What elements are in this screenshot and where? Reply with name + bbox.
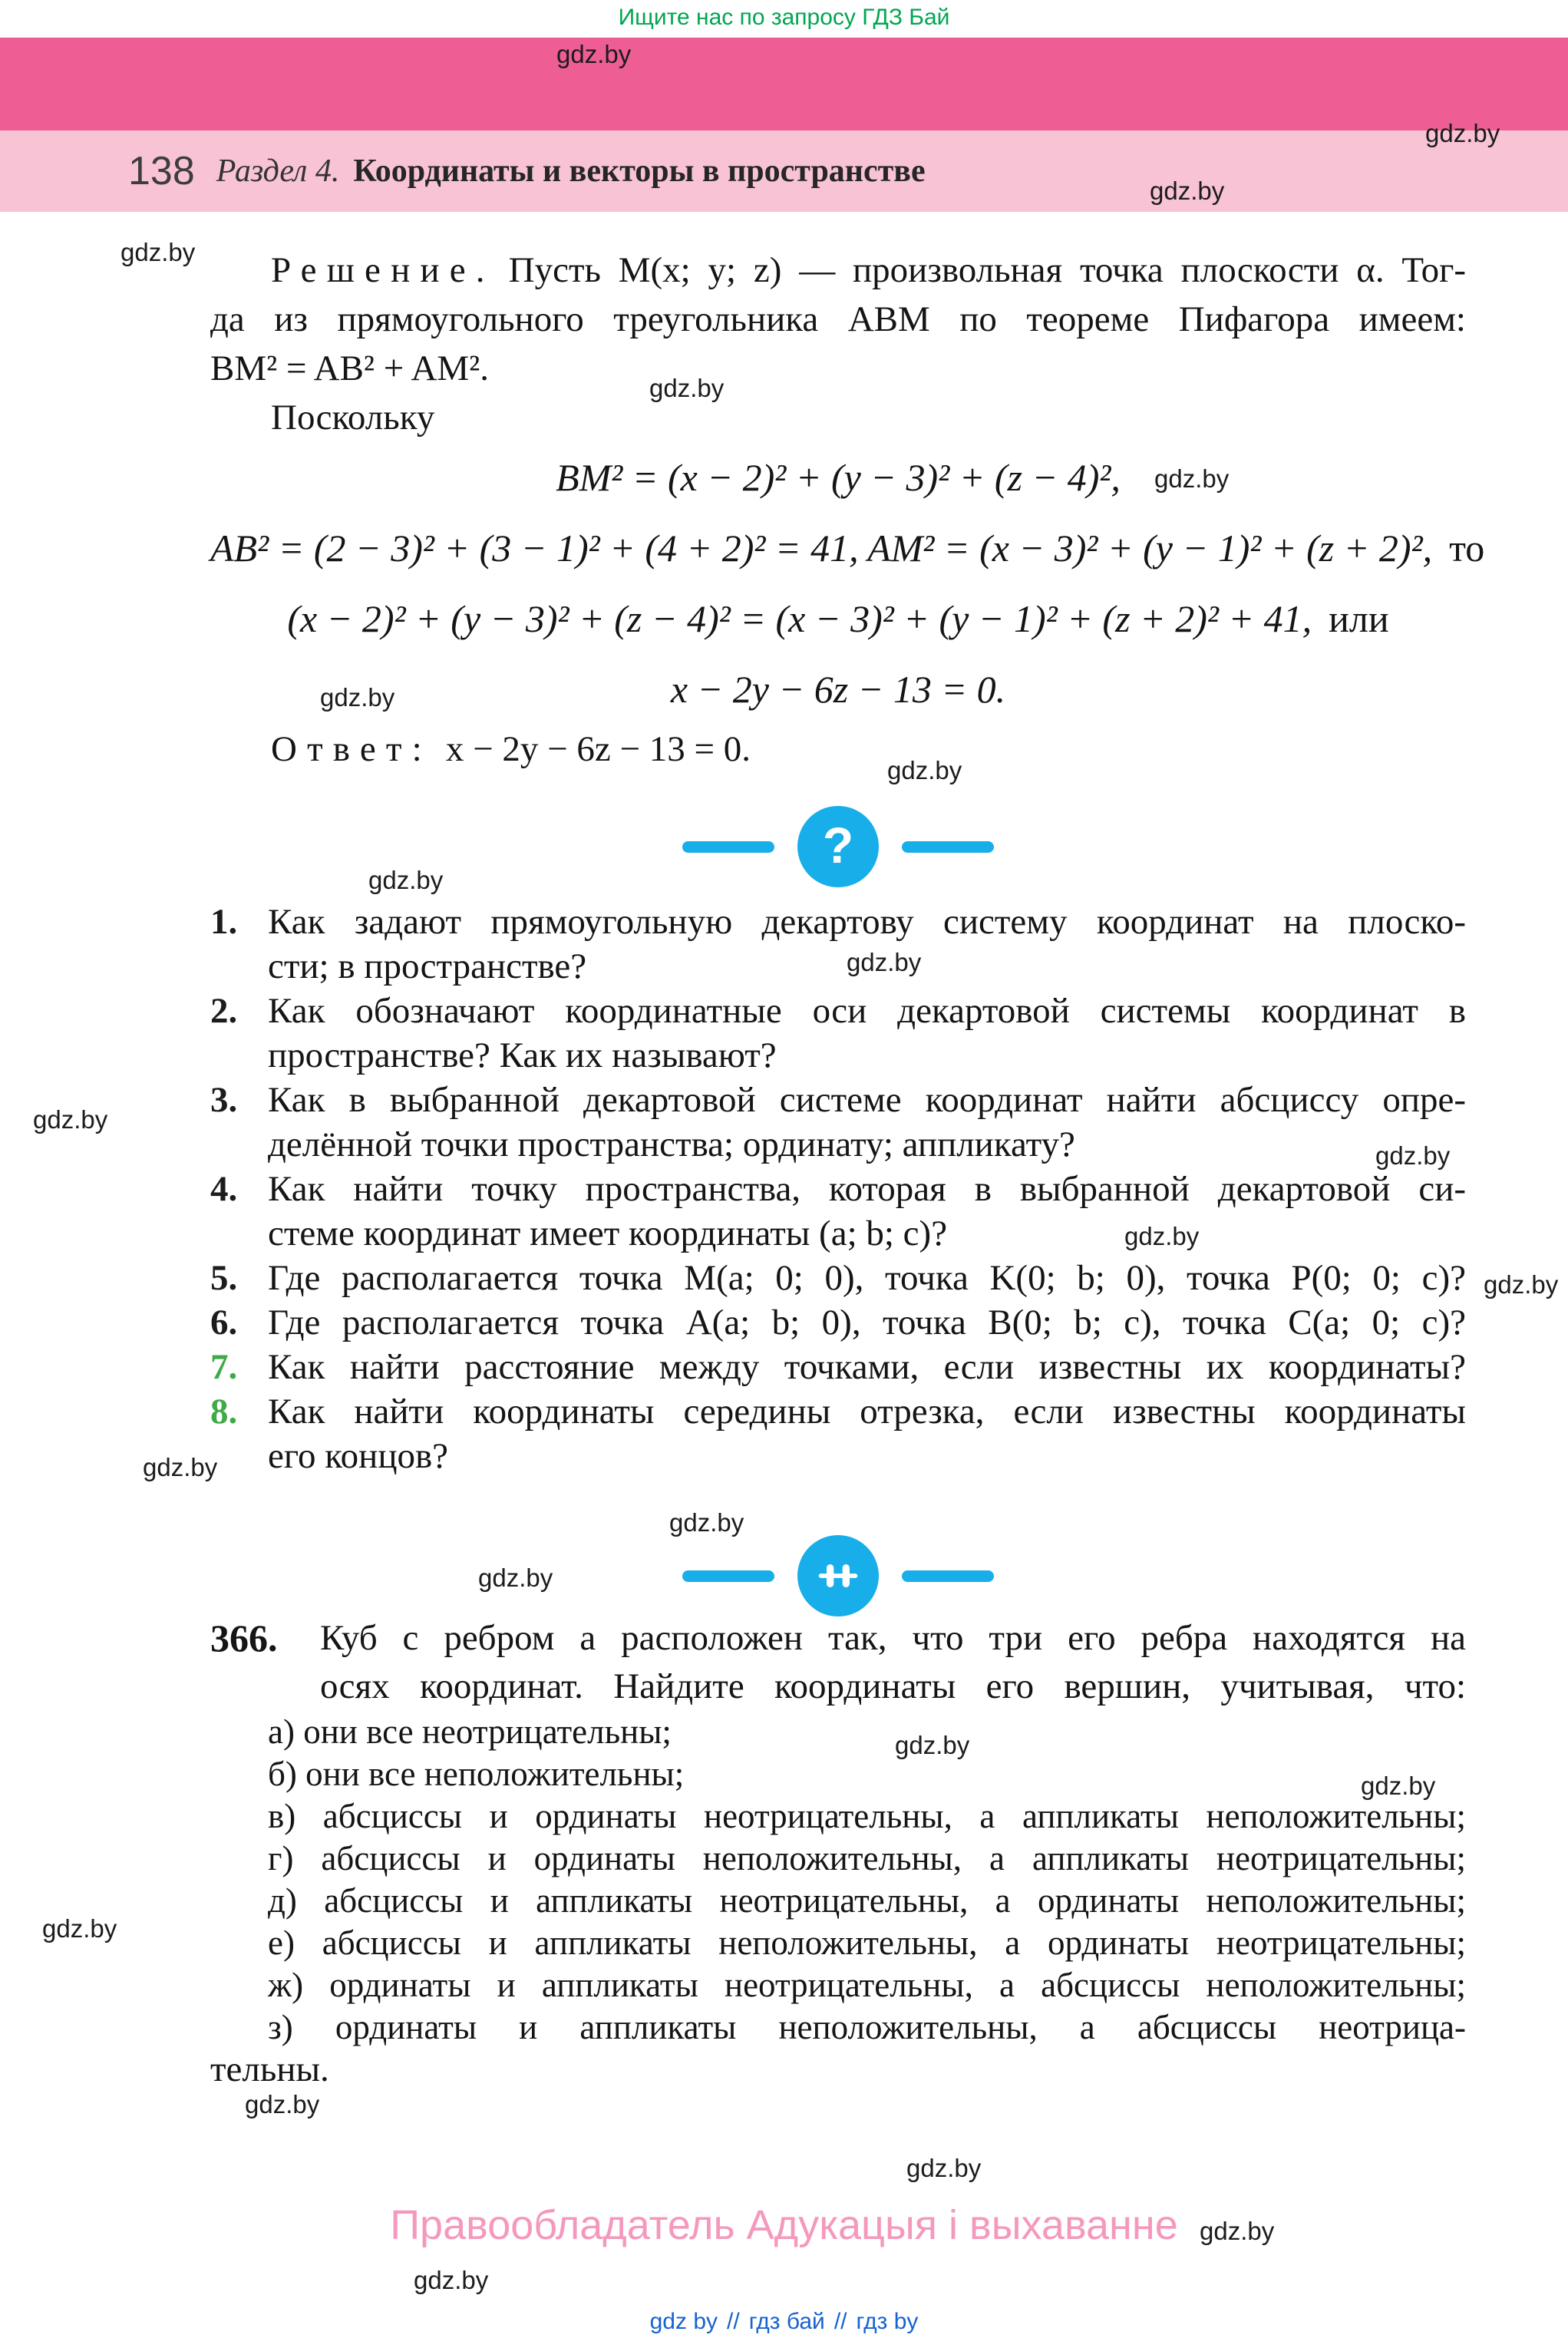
divider-line [682, 841, 774, 853]
equation-1: BM² = (x − 2)² + (y − 3)² + (z − 4)², [556, 456, 1121, 499]
section-label: Раздел 4. [216, 154, 340, 189]
gdzby-watermark: gdz.by [414, 2266, 489, 2294]
solution-label: Решение. [271, 250, 495, 290]
question-line: Как обозначают координатные оси декартовой системы координат в [268, 991, 1466, 1031]
question-line: пространстве? Как их называют? [268, 1035, 777, 1075]
equation-4: x − 2y − 6z − 13 = 0. [670, 668, 1006, 711]
gdzby-watermark: gdz.by [669, 1508, 744, 1537]
question-number: 6. [210, 1303, 238, 1342]
problem-subitem: д) абсциссы и аппликаты неотрицательны, а ординаты неположительны; [268, 1881, 1466, 1920]
gdzby-watermark: gdz.by [42, 1914, 117, 1943]
gdzby-watermark: gdz.by [1361, 1772, 1436, 1800]
problem-subitem: е) абсциссы и аппликаты неположительны, а ординаты неотрицательны; [268, 1924, 1466, 1962]
equation-2-tail: то [1449, 527, 1485, 570]
gdzby-watermark: gdz.by [1154, 464, 1230, 493]
question-item [210, 900, 1466, 989]
gdzby-watermark: gdz.by [1375, 1141, 1451, 1170]
question-line: его концов? [268, 1436, 449, 1476]
solution-line: да из прямоугольного треугольника ABM по теореме Пифагора имеем: [210, 299, 1466, 339]
question-item [210, 1167, 1466, 1256]
question-line: стеме координат имеет координаты (a; b; c)? [268, 1214, 948, 1253]
gdzby-watermark: gdz.by [120, 238, 196, 266]
problem-subitem: з) ординаты и аппликаты неположительны, а абсциссы неотрица- [268, 2008, 1466, 2046]
question-number: 1. [210, 902, 238, 942]
gdzby-watermark: gdz.by [320, 683, 395, 712]
footer-link[interactable]: гдз by [856, 2309, 919, 2334]
solution-line-text: Пусть M(x; y; z) — произвольная точка плоскости α. Тог- [508, 250, 1466, 290]
question-line: делённой точки пространства; ординату; аппликату? [268, 1124, 1075, 1164]
footer-link[interactable]: gdz by [649, 2309, 718, 2334]
gdzby-watermark: gdz.by [245, 2090, 320, 2118]
promo-banner-text: Ищите нас по запросу ГДЗ Бай [618, 5, 950, 30]
link-separator: // [727, 2309, 740, 2334]
problem-subitem: в) абсциссы и ординаты неотрицательны, а аппликаты неположительны; [268, 1797, 1466, 1835]
questions-list [210, 900, 1466, 1478]
divider-line [902, 1570, 994, 1582]
gdzby-watermark: gdz.by [556, 40, 632, 68]
footer-link[interactable]: гдз бай [748, 2309, 825, 2334]
question-item [210, 1256, 1466, 1300]
equation-3-math: (x − 2)² + (y − 3)² + (z − 4)² = (x − 3)² + (y − 1)² + (z + 2)² + 41, [287, 597, 1312, 640]
gdzby-watermark: gdz.by [1124, 1222, 1200, 1250]
section-title: Координаты и векторы в пространстве [353, 154, 926, 189]
problem-subitems [210, 1711, 1466, 2049]
gdzby-watermark: gdz.by [1484, 1270, 1559, 1299]
question-line: Как задают прямоугольную декартову систему координат на плоско- [268, 902, 1466, 942]
problem-subitem: ж) ординаты и аппликаты неотрицательны, а абсциссы неположительны; [268, 1966, 1466, 2004]
publisher-line: Правообладатель Адукацыя і выхаванне [390, 2202, 1178, 2248]
gdzby-watermark: gdz.by [478, 1564, 553, 1592]
problem-subitem: а) они все неотрицательны; [268, 1712, 672, 1751]
equation-2-math: AB² = (2 − 3)² + (3 − 1)² + (4 + 2)² = 41, AM² = (x − 3)² + (y − 1)² + (z + 2)², [210, 527, 1433, 570]
question-number: 7. [210, 1347, 238, 1387]
gdzby-watermark: gdz.by [847, 948, 922, 976]
gdzby-watermark: gdz.by [33, 1105, 108, 1134]
question-number: 2. [210, 991, 238, 1031]
question-number: 4. [210, 1169, 238, 1209]
gdzby-watermark: gdz.by [368, 866, 444, 894]
question-line: Где располагается точка A(a; b; 0), точка B(0; b; c), точка C(a; 0; c)? [268, 1303, 1466, 1342]
answer-line [210, 725, 1466, 774]
problem-line: Куб с ребром a расположен так, что три его ребра находятся на [320, 1618, 1466, 1658]
problem-line: осях координат. Найдите координаты его вершин, учитывая, что: [320, 1666, 1466, 1706]
problem-subitem: б) они все неположительны; [268, 1755, 685, 1793]
answer-text: x − 2y − 6z − 13 = 0. [445, 729, 751, 769]
divider-line [682, 1570, 774, 1582]
gdzby-watermark: gdz.by [1200, 2217, 1275, 2245]
solution-line: BM² = AB² + AM². [210, 348, 490, 388]
question-line: Где располагается точка M(a; 0; 0), точка K(0; b; 0), точка P(0; 0; c)? [268, 1258, 1466, 1298]
problem-head [210, 1614, 1466, 1711]
question-item [210, 1078, 1466, 1167]
question-line: Как в выбранной декартовой системе координат найти абсциссу опре- [268, 1080, 1466, 1120]
equation-3 [210, 583, 1466, 654]
solution-block [210, 246, 1485, 774]
solution-line: Поскольку [271, 398, 435, 438]
question-line: Как найти расстояние между точками, если известны их координаты? [268, 1347, 1466, 1387]
problem-366 [210, 1614, 1466, 2091]
gdzby-watermark: gdz.by [143, 1453, 218, 1481]
question-number: 5. [210, 1258, 238, 1298]
divider-line [902, 841, 994, 853]
exercises-divider [210, 1535, 1466, 1616]
question-item [210, 1300, 1466, 1345]
problem-number: 366. [210, 1616, 278, 1659]
header-band-dark [0, 38, 1568, 130]
gdzby-watermark: gdz.by [906, 2154, 982, 2182]
answer-label: Ответ: [271, 729, 432, 769]
problem-tail-line: тельны. [210, 2049, 329, 2089]
gdzby-watermark: gdz.by [1425, 119, 1500, 147]
question-item [210, 1389, 1466, 1478]
page-number: 138 [128, 149, 195, 193]
gdzby-watermark: gdz.by [887, 756, 962, 784]
question-mark-icon: ? [797, 806, 879, 887]
solution-line [210, 246, 1466, 295]
question-item [210, 1345, 1466, 1389]
question-number: 8. [210, 1392, 238, 1432]
exercise-dumbbell-icon [797, 1535, 879, 1616]
header-band-light [0, 130, 1568, 212]
equation-3-tail: или [1329, 597, 1389, 640]
gdzby-watermark: gdz.by [895, 1731, 970, 1759]
question-item [210, 989, 1466, 1078]
gdzby-watermark: gdz.by [1150, 177, 1225, 205]
question-line: сти; в пространстве? [268, 946, 587, 986]
question-line: Как найти точку пространства, которая в выбранной декартовой си- [268, 1169, 1466, 1209]
equation-2 [210, 513, 1485, 583]
footer-links [0, 2309, 1568, 2335]
link-separator: // [834, 2309, 847, 2334]
question-line: Как найти координаты середины отрезка, если известны координаты [268, 1392, 1466, 1432]
problem-subitem: г) абсциссы и ординаты неположительны, а аппликаты неотрицательны; [268, 1839, 1466, 1877]
gdzby-watermark: gdz.by [649, 374, 725, 402]
question-number: 3. [210, 1080, 238, 1120]
